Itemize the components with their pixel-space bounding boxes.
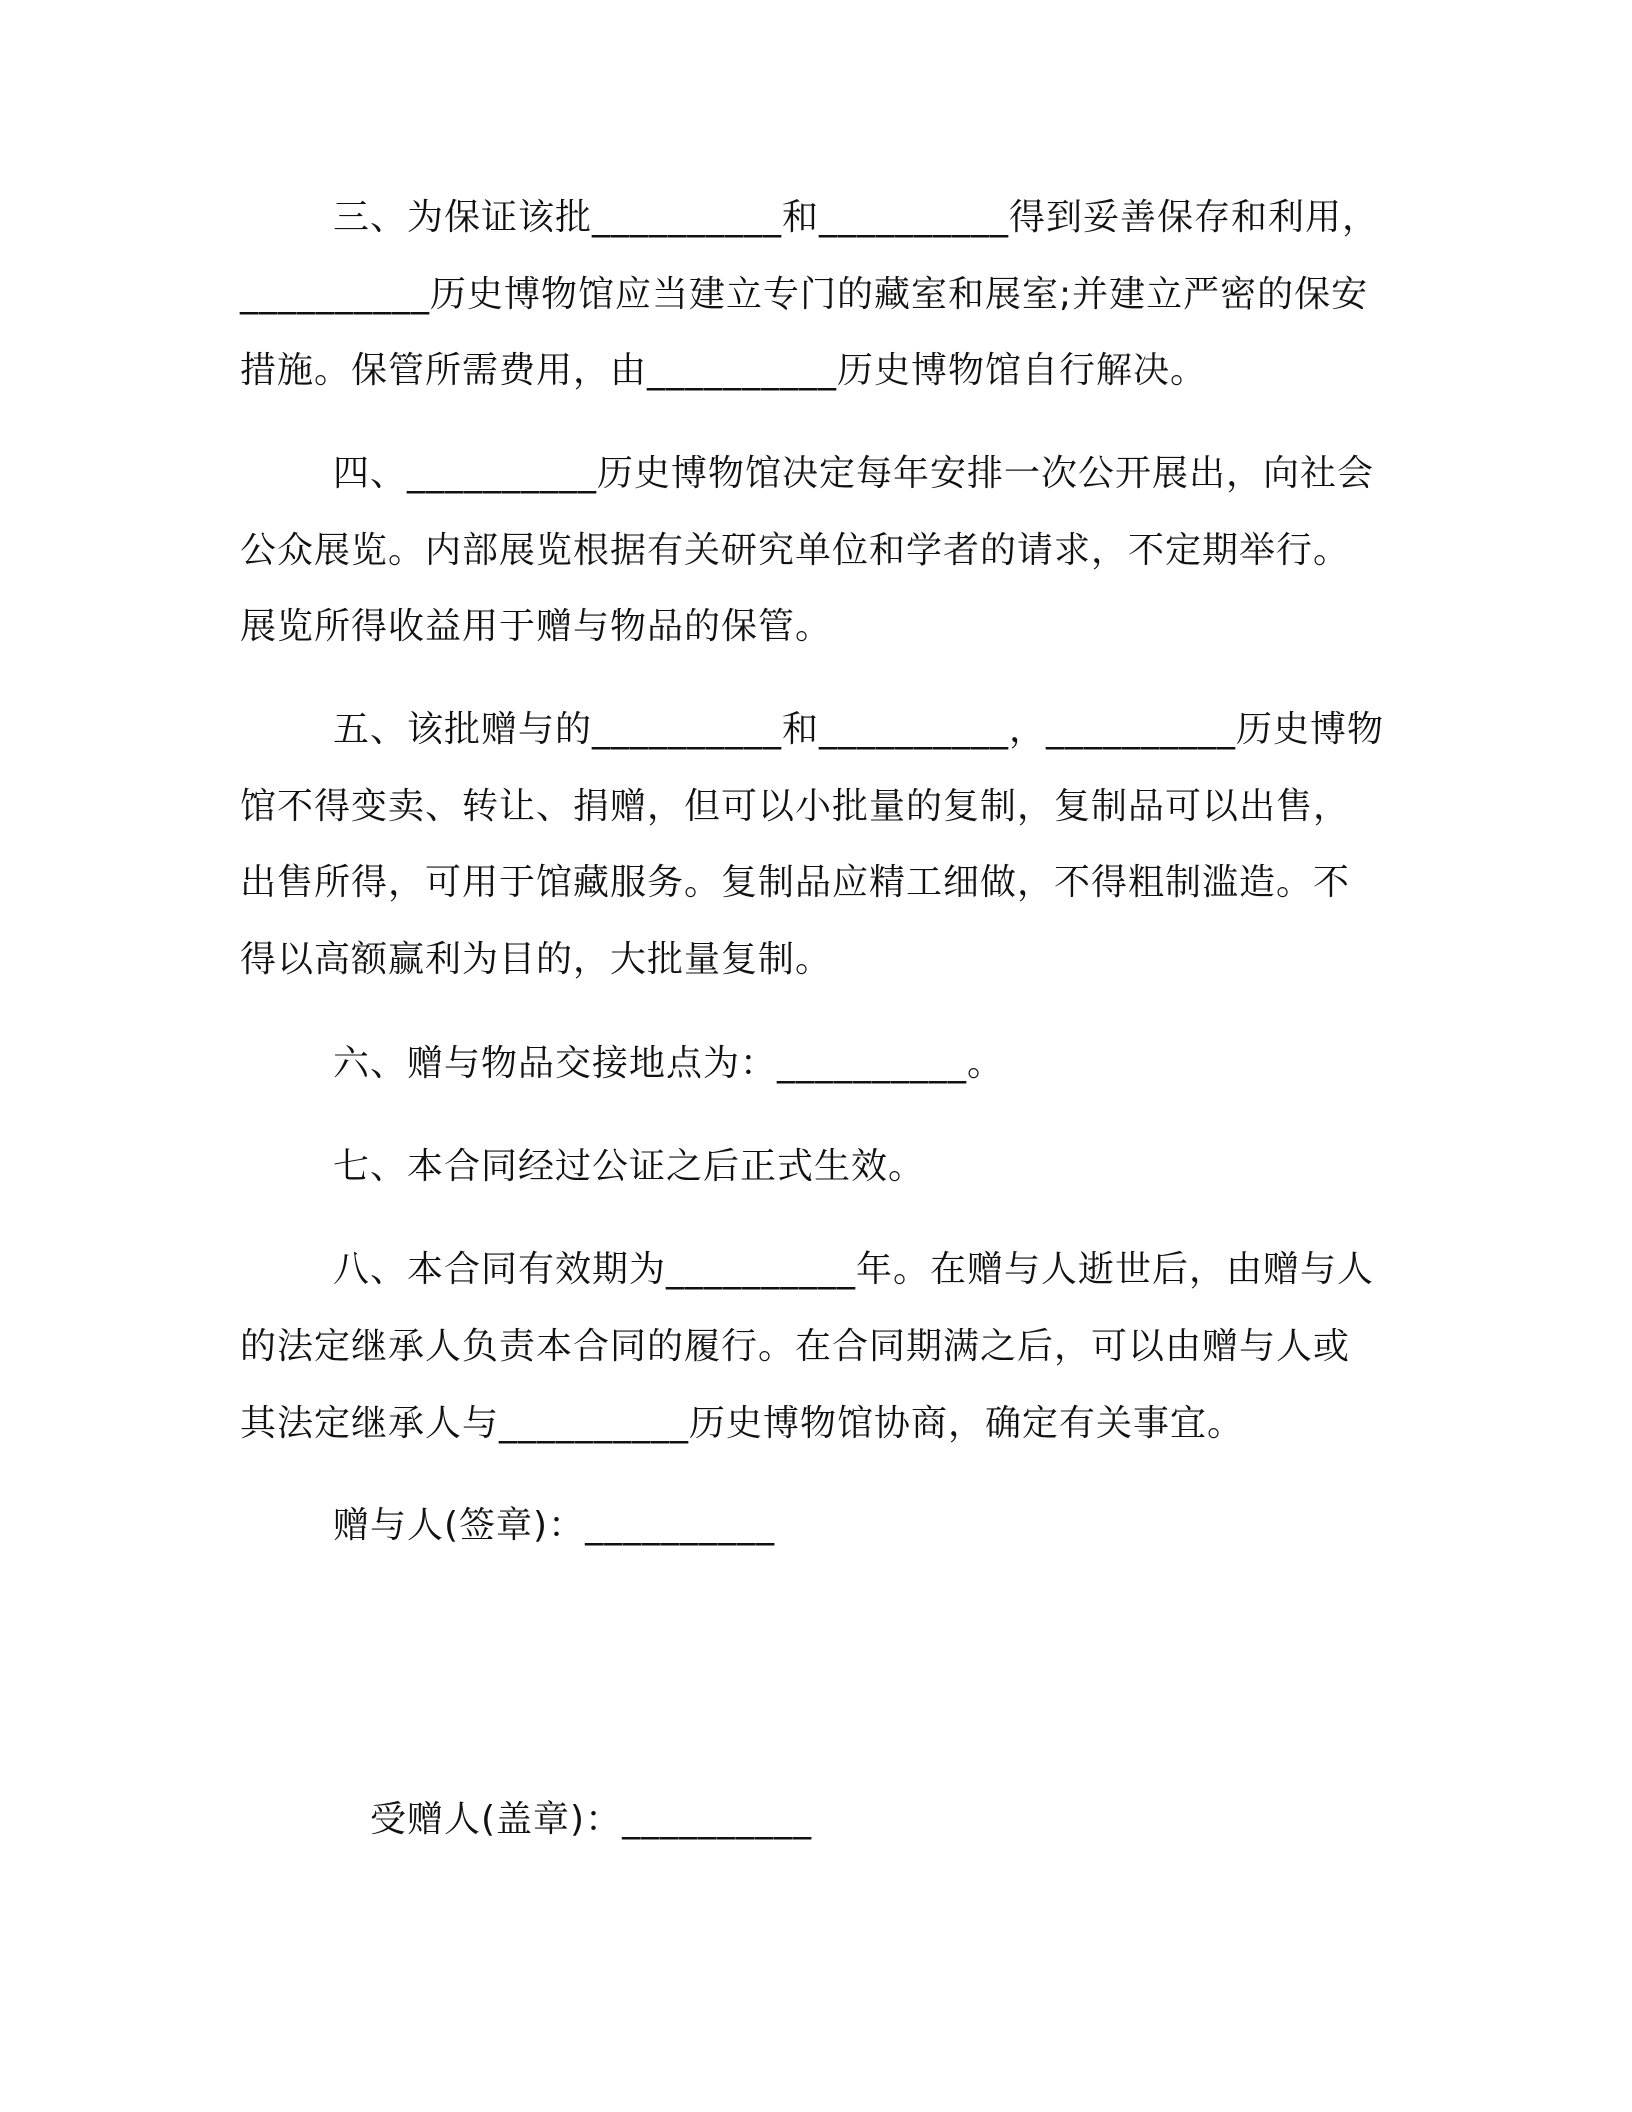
section-8-line-3: 其法定继承人与__________历史博物馆协商，确定有关事宜。 xyxy=(240,1403,1245,1444)
section-4-line-2: 公众展览。内部展览根据有关研究单位和学者的请求，不定期举行。 xyxy=(240,530,1351,571)
section-3-line-1: 三、为保证该批__________和__________得到妥善保存和利用， xyxy=(333,197,1380,238)
section-8-line-1: 八、本合同有效期为__________年。在赠与人逝世后，由赠与人 xyxy=(333,1249,1375,1290)
section-5-line-3: 出售所得，可用于馆藏服务。复制品应精工细做，不得粗制滥造。不 xyxy=(240,862,1351,903)
section-6-line-1: 六、赠与物品交接地点为：__________。 xyxy=(333,1043,1005,1084)
section-5-line-4: 得以高额赢利为目的，大批量复制。 xyxy=(240,939,833,980)
section-7-line-1: 七、本合同经过公证之后正式生效。 xyxy=(333,1146,926,1187)
section-3-line-2: __________历史博物馆应当建立专门的藏室和展室;并建立严密的保安 xyxy=(240,274,1369,315)
recipient-seal-line: 受赠人(盖章)：__________ xyxy=(370,1799,813,1840)
section-4-line-1: 四、__________历史博物馆决定每年安排一次公开展出，向社会 xyxy=(333,453,1375,494)
section-3-line-3: 措施。保管所需费用，由__________历史博物馆自行解决。 xyxy=(240,350,1208,391)
section-5-line-2: 馆不得变卖、转让、捐赠，但可以小批量的复制，复制品可以出售， xyxy=(240,786,1351,827)
donor-signature-line: 赠与人(签章)：__________ xyxy=(333,1505,776,1546)
section-8-line-2: 的法定继承人负责本合同的履行。在合同期满之后，可以由赠与人或 xyxy=(240,1326,1351,1367)
section-4-line-3: 展览所得收益用于赠与物品的保管。 xyxy=(240,606,833,647)
section-5-line-1: 五、该批赠与的__________和__________，__________历史博物 xyxy=(333,709,1385,750)
